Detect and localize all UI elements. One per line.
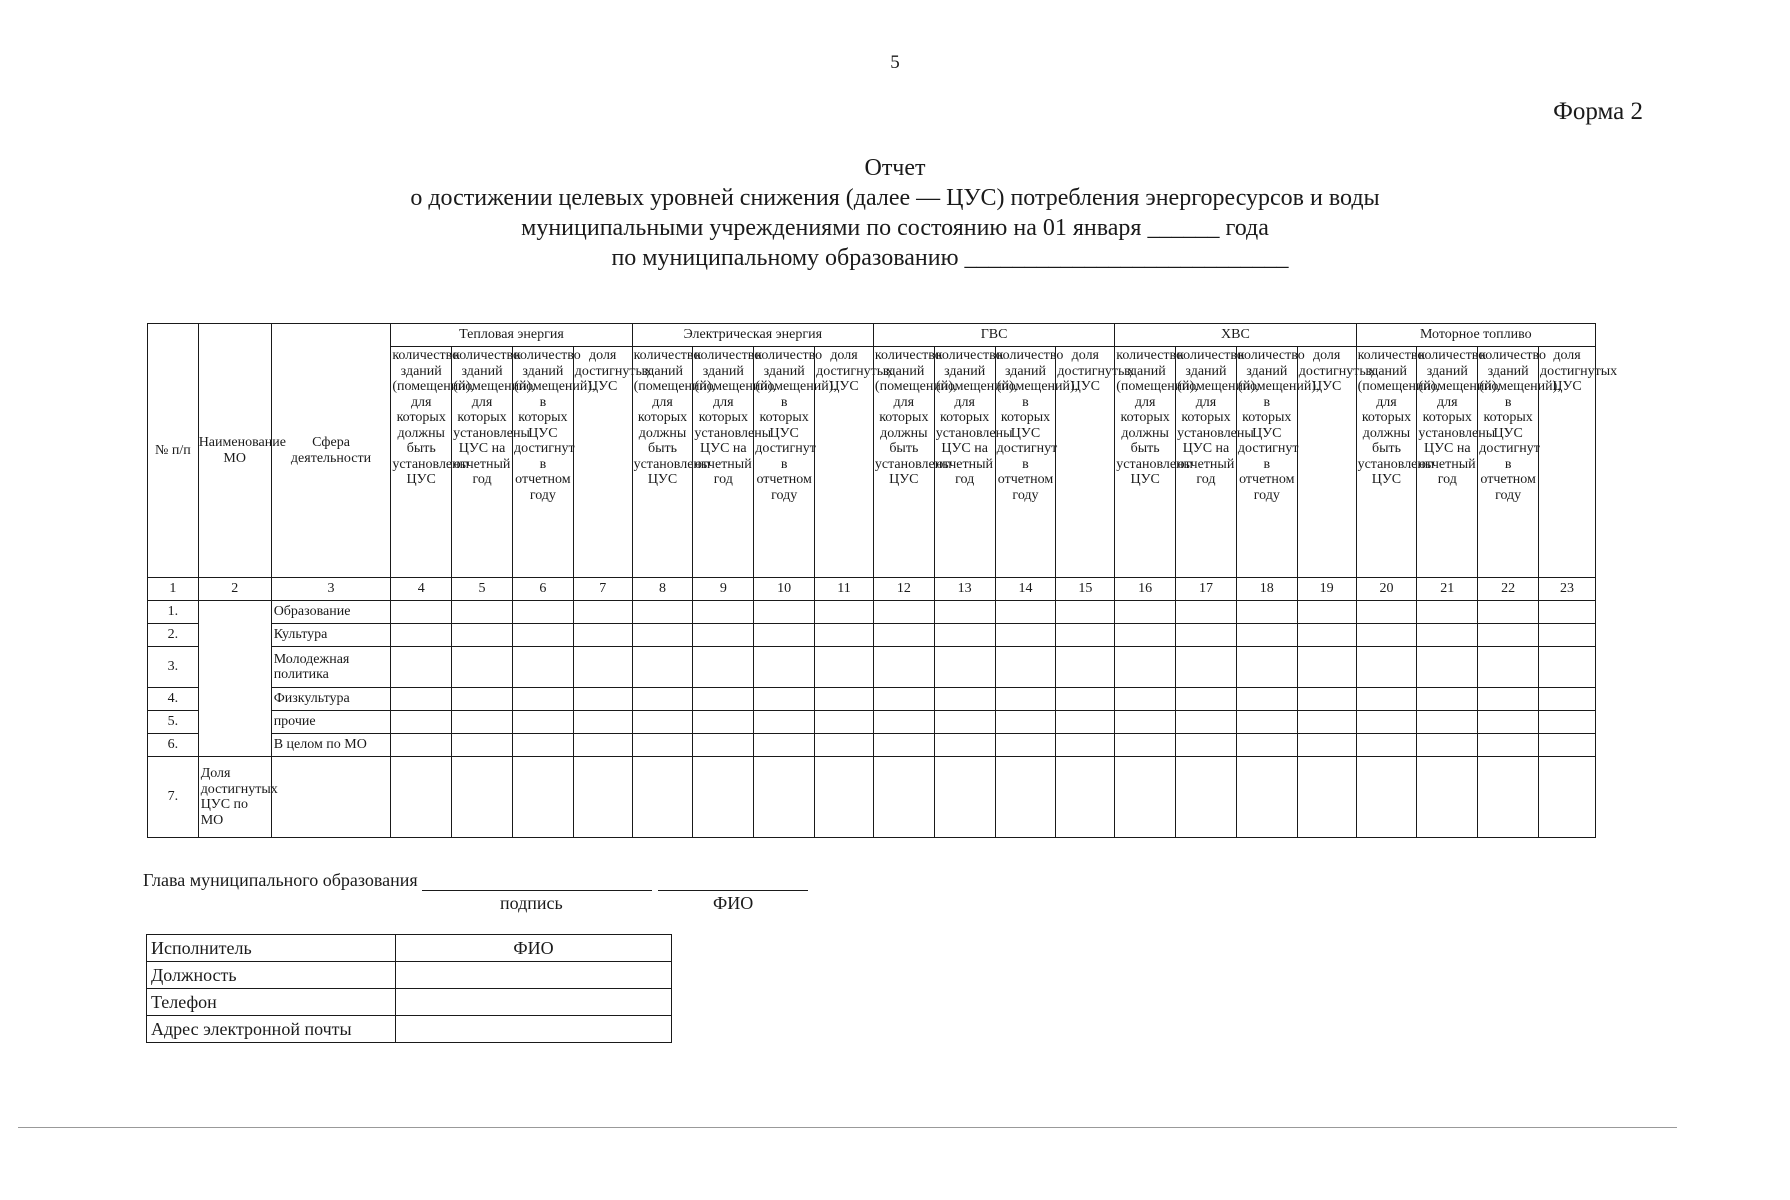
data-cell[interactable] xyxy=(815,624,874,647)
col-number: 10 xyxy=(754,578,815,601)
data-cell[interactable] xyxy=(452,711,513,734)
executor-row xyxy=(147,1016,672,1043)
data-cell[interactable] xyxy=(391,647,452,688)
data-cell[interactable] xyxy=(452,647,513,688)
row-number: 7. xyxy=(148,757,199,838)
sphere-cell: Культура xyxy=(271,624,391,647)
sub-header-b: количество зданий (помещений), для которых установлены ЦУС на отчетный год xyxy=(452,347,513,578)
executor-row xyxy=(147,935,672,962)
data-cell[interactable] xyxy=(693,601,754,624)
sub-header-b: количество зданий (помещений), для которых установлены ЦУС на отчетный год xyxy=(693,347,754,578)
col-number: 3 xyxy=(271,578,391,601)
data-cell[interactable] xyxy=(934,757,995,838)
data-cell[interactable] xyxy=(995,624,1056,647)
data-cell[interactable] xyxy=(1236,688,1297,711)
data-cell[interactable] xyxy=(452,688,513,711)
sub-header-c: количество зданий (помещений), в которых ЦУС достигнут в отчетном году xyxy=(754,347,815,578)
data-cell[interactable] xyxy=(452,734,513,757)
sub-header-d: доля достигнутых ЦУС xyxy=(815,347,874,578)
data-cell[interactable] xyxy=(693,624,754,647)
data-cell[interactable] xyxy=(1236,601,1297,624)
data-cell[interactable] xyxy=(1539,757,1596,838)
data-cell[interactable] xyxy=(1115,601,1176,624)
row-number: 1. xyxy=(148,601,199,624)
data-cell[interactable] xyxy=(1056,757,1115,838)
sub-header-b: количество зданий (помещений), для которых установлены ЦУС на отчетный год xyxy=(1417,347,1478,578)
header-sphere: Сфера деятельности xyxy=(271,324,391,578)
data-cell[interactable] xyxy=(452,601,513,624)
data-cell[interactable] xyxy=(632,711,693,734)
data-cell[interactable] xyxy=(512,734,573,757)
data-cell[interactable] xyxy=(754,688,815,711)
data-cell[interactable] xyxy=(632,647,693,688)
sphere-cell: Физкультура xyxy=(271,688,391,711)
data-cell[interactable] xyxy=(1356,647,1417,688)
report-table xyxy=(147,323,1618,838)
data-cell[interactable] xyxy=(873,647,934,688)
data-cell[interactable] xyxy=(1056,647,1115,688)
data-cell[interactable] xyxy=(1297,601,1356,624)
data-cell[interactable] xyxy=(693,647,754,688)
col-number: 13 xyxy=(934,578,995,601)
col-number: 23 xyxy=(1539,578,1596,601)
sub-header-b: количество зданий (помещений), для которых установлены ЦУС на отчетный год xyxy=(934,347,995,578)
data-cell[interactable] xyxy=(512,688,573,711)
data-cell[interactable] xyxy=(934,734,995,757)
data-cell[interactable] xyxy=(573,688,632,711)
data-cell[interactable] xyxy=(391,601,452,624)
data-cell[interactable] xyxy=(934,601,995,624)
data-cell[interactable] xyxy=(1356,624,1417,647)
data-cell[interactable] xyxy=(391,624,452,647)
data-cell[interactable] xyxy=(1356,601,1417,624)
sub-header-a: количество зданий (помещений), для которых должны быть установлены ЦУС xyxy=(873,347,934,578)
data-cell[interactable] xyxy=(573,734,632,757)
executor-row xyxy=(147,962,672,989)
data-cell[interactable] xyxy=(693,734,754,757)
data-cell[interactable] xyxy=(1115,647,1176,688)
data-cell[interactable] xyxy=(1539,624,1596,647)
sub-header-a: количество зданий (помещений), для которых должны быть установлены ЦУС xyxy=(632,347,693,578)
row-number: 6. xyxy=(148,734,199,757)
data-cell[interactable] xyxy=(995,711,1056,734)
title-line-3: муниципальными учреждениями по состоянию на 01 января ______ года xyxy=(521,215,1269,241)
data-cell[interactable] xyxy=(391,711,452,734)
sub-header-d: доля достигнутых ЦУС xyxy=(1539,347,1596,578)
row-number: 3. xyxy=(148,647,199,688)
executor-row xyxy=(147,989,672,1016)
data-cell[interactable] xyxy=(1236,624,1297,647)
sub-header-d: доля достигнутых ЦУС xyxy=(573,347,632,578)
data-cell[interactable] xyxy=(1539,647,1596,688)
sub-header-a: количество зданий (помещений), для которых должны быть установлены ЦУС xyxy=(1115,347,1176,578)
title-line-2: о достижении целевых уровней снижения (далее — ЦУС) потребления энергоресурсов и воды xyxy=(410,185,1380,211)
data-cell[interactable] xyxy=(512,647,573,688)
col-number: 20 xyxy=(1356,578,1417,601)
data-cell[interactable] xyxy=(815,688,874,711)
data-cell[interactable] xyxy=(512,757,573,838)
data-cell[interactable] xyxy=(754,711,815,734)
data-cell[interactable] xyxy=(573,647,632,688)
data-cell[interactable] xyxy=(995,601,1056,624)
data-cell[interactable] xyxy=(873,711,934,734)
data-cell[interactable] xyxy=(1056,711,1115,734)
email-value[interactable] xyxy=(396,1016,672,1043)
data-cell[interactable] xyxy=(1478,624,1539,647)
data-cell[interactable] xyxy=(452,624,513,647)
data-cell[interactable] xyxy=(632,624,693,647)
data-cell[interactable] xyxy=(1356,688,1417,711)
col-number: 14 xyxy=(995,578,1056,601)
col-number: 4 xyxy=(391,578,452,601)
data-cell[interactable] xyxy=(934,688,995,711)
data-cell[interactable] xyxy=(1478,757,1539,838)
title-line-4: по муниципальному образованию ___________________________ xyxy=(611,245,1289,271)
data-cell[interactable] xyxy=(693,688,754,711)
data-cell[interactable] xyxy=(693,711,754,734)
data-cell[interactable] xyxy=(693,757,754,838)
group-heat: Тепловая энергия xyxy=(391,324,632,347)
sub-header-c: количество зданий (помещений), в которых ЦУС достигнут в отчетном году xyxy=(1236,347,1297,578)
data-cell[interactable] xyxy=(1297,734,1356,757)
data-cell[interactable] xyxy=(512,601,573,624)
column-numbers-row xyxy=(148,578,1596,601)
title-line-1: Отчет xyxy=(864,155,926,181)
data-cell[interactable] xyxy=(573,711,632,734)
data-cell[interactable] xyxy=(452,757,513,838)
group-motor-fuel: Моторное топливо xyxy=(1356,324,1595,347)
data-cell[interactable] xyxy=(1176,711,1237,734)
data-cell[interactable] xyxy=(873,601,934,624)
data-cell[interactable] xyxy=(632,601,693,624)
data-cell[interactable] xyxy=(1297,624,1356,647)
table-row xyxy=(148,601,1596,624)
data-cell[interactable] xyxy=(1539,688,1596,711)
table-row xyxy=(148,624,1596,647)
data-cell[interactable] xyxy=(1297,647,1356,688)
data-cell[interactable] xyxy=(512,711,573,734)
data-cell[interactable] xyxy=(815,757,874,838)
col-number: 22 xyxy=(1478,578,1539,601)
data-cell[interactable] xyxy=(1056,688,1115,711)
data-cell[interactable] xyxy=(873,734,934,757)
group-hot-water: ГВС xyxy=(873,324,1114,347)
data-cell[interactable] xyxy=(1356,734,1417,757)
header-np: № п/п xyxy=(148,324,199,578)
row-number: 5. xyxy=(148,711,199,734)
data-cell[interactable] xyxy=(754,647,815,688)
data-cell[interactable] xyxy=(573,601,632,624)
executor-label: Исполнитель xyxy=(147,935,396,962)
col-number: 12 xyxy=(873,578,934,601)
table-row xyxy=(148,757,1596,838)
col-number: 6 xyxy=(512,578,573,601)
data-cell[interactable] xyxy=(573,757,632,838)
data-cell[interactable] xyxy=(1478,688,1539,711)
data-cell[interactable] xyxy=(873,624,934,647)
data-cell[interactable] xyxy=(934,624,995,647)
data-cell[interactable] xyxy=(815,647,874,688)
data-cell[interactable] xyxy=(1478,734,1539,757)
data-cell[interactable] xyxy=(1176,688,1237,711)
data-cell[interactable] xyxy=(815,601,874,624)
col-number: 8 xyxy=(632,578,693,601)
page-bottom-rule xyxy=(18,1127,1677,1128)
sub-header-c: количество зданий (помещений), в которых ЦУС достигнут в отчетном году xyxy=(512,347,573,578)
data-cell[interactable] xyxy=(1236,647,1297,688)
data-cell[interactable] xyxy=(1056,601,1115,624)
data-cell[interactable] xyxy=(1417,734,1478,757)
phone-value[interactable] xyxy=(396,989,672,1016)
data-cell[interactable] xyxy=(271,757,391,838)
data-cell[interactable] xyxy=(1478,601,1539,624)
table-row xyxy=(148,734,1596,757)
data-cell[interactable] xyxy=(1356,711,1417,734)
sub-header-c: количество зданий (помещений), в которых ЦУС достигнут в отчетном году xyxy=(995,347,1056,578)
data-cell[interactable] xyxy=(1297,711,1356,734)
sub-header-a: количество зданий (помещений), для которых должны быть установлены ЦУС xyxy=(1356,347,1417,578)
data-cell[interactable] xyxy=(391,734,452,757)
data-cell[interactable] xyxy=(1236,711,1297,734)
data-cell[interactable] xyxy=(1417,624,1478,647)
group-electricity: Электрическая энергия xyxy=(632,324,873,347)
sphere-cell: прочие xyxy=(271,711,391,734)
group-cold-water: ХВС xyxy=(1115,324,1356,347)
data-cell[interactable] xyxy=(1176,757,1237,838)
mo-share-label: Доля достигнутых ЦУС по МО xyxy=(198,757,271,838)
data-cell[interactable] xyxy=(1115,757,1176,838)
col-number: 17 xyxy=(1176,578,1237,601)
data-cell[interactable] xyxy=(754,757,815,838)
signature-label: Глава муниципального образования xyxy=(143,870,418,890)
data-cell[interactable] xyxy=(1236,734,1297,757)
data-cell[interactable] xyxy=(1176,601,1237,624)
data-cell[interactable] xyxy=(934,711,995,734)
col-number: 11 xyxy=(815,578,874,601)
signature-block xyxy=(143,870,808,891)
col-number: 18 xyxy=(1236,578,1297,601)
col-number: 15 xyxy=(1056,578,1115,601)
signature-line[interactable] xyxy=(422,874,652,891)
row-number: 4. xyxy=(148,688,199,711)
position-value[interactable] xyxy=(396,962,672,989)
data-cell[interactable] xyxy=(1478,647,1539,688)
header-mo-name: Наименование МО xyxy=(198,324,271,578)
data-cell[interactable] xyxy=(1236,757,1297,838)
data-cell[interactable] xyxy=(873,688,934,711)
position-label: Должность xyxy=(147,962,396,989)
sub-header-a: количество зданий (помещений), для которых должны быть установлены ЦУС xyxy=(391,347,452,578)
data-cell[interactable] xyxy=(754,601,815,624)
data-cell[interactable] xyxy=(754,734,815,757)
table-row xyxy=(148,711,1596,734)
sub-header-c: количество зданий (помещений), в которых ЦУС достигнут в отчетном году xyxy=(1478,347,1539,578)
data-cell[interactable] xyxy=(1176,624,1237,647)
data-cell[interactable] xyxy=(391,688,452,711)
data-cell[interactable] xyxy=(1417,711,1478,734)
data-cell[interactable] xyxy=(873,757,934,838)
sphere-cell: Образование xyxy=(271,601,391,624)
data-cell[interactable] xyxy=(995,688,1056,711)
col-number: 1 xyxy=(148,578,199,601)
data-cell[interactable] xyxy=(1115,688,1176,711)
data-cell[interactable] xyxy=(1115,711,1176,734)
data-cell[interactable] xyxy=(1417,601,1478,624)
row-number: 2. xyxy=(148,624,199,647)
email-label: Адрес электронной почты xyxy=(147,1016,396,1043)
data-cell[interactable] xyxy=(1539,601,1596,624)
data-cell[interactable] xyxy=(995,647,1056,688)
table-row xyxy=(148,647,1596,688)
executor-fio-header: ФИО xyxy=(396,935,672,962)
data-cell[interactable] xyxy=(632,734,693,757)
data-cell[interactable] xyxy=(1056,624,1115,647)
data-cell[interactable] xyxy=(573,624,632,647)
data-cell[interactable] xyxy=(632,688,693,711)
sub-header-d: доля достигнутых ЦУС xyxy=(1056,347,1115,578)
data-cell[interactable] xyxy=(1417,757,1478,838)
data-cell[interactable] xyxy=(1478,711,1539,734)
data-cell[interactable] xyxy=(934,647,995,688)
executor-table xyxy=(146,934,672,1043)
data-cell[interactable] xyxy=(1297,757,1356,838)
sub-header-b: количество зданий (помещений), для которых установлены ЦУС на отчетный год xyxy=(1176,347,1237,578)
group-header-row xyxy=(148,324,1596,347)
col-number: 19 xyxy=(1297,578,1356,601)
data-cell[interactable] xyxy=(391,757,452,838)
sphere-cell: В целом по МО xyxy=(271,734,391,757)
form-label: Форма 2 xyxy=(1553,98,1643,125)
sphere-cell: Молодежная политика xyxy=(271,647,391,688)
data-cell[interactable] xyxy=(1356,757,1417,838)
fio-caption: ФИО xyxy=(713,893,754,913)
table-row xyxy=(148,688,1596,711)
data-cell[interactable] xyxy=(815,734,874,757)
data-cell[interactable] xyxy=(995,757,1056,838)
signature-caption: подпись xyxy=(500,893,563,913)
data-cell[interactable] xyxy=(1056,734,1115,757)
data-cell[interactable] xyxy=(1297,688,1356,711)
data-cell[interactable] xyxy=(995,734,1056,757)
col-number: 9 xyxy=(693,578,754,601)
page-number: 5 xyxy=(890,52,900,73)
phone-label: Телефон xyxy=(147,989,396,1016)
sub-header-d: доля достигнутых ЦУС xyxy=(1297,347,1356,578)
data-cell[interactable] xyxy=(1115,734,1176,757)
mo-name-cell[interactable] xyxy=(198,601,271,757)
col-number: 5 xyxy=(452,578,513,601)
report-title xyxy=(0,153,1790,273)
data-cell[interactable] xyxy=(1417,647,1478,688)
data-cell[interactable] xyxy=(1417,688,1478,711)
data-cell[interactable] xyxy=(512,624,573,647)
data-cell[interactable] xyxy=(1115,624,1176,647)
data-cell[interactable] xyxy=(1539,734,1596,757)
fio-line[interactable] xyxy=(658,874,808,891)
data-cell[interactable] xyxy=(632,757,693,838)
col-number: 2 xyxy=(198,578,271,601)
col-number: 7 xyxy=(573,578,632,601)
data-cell[interactable] xyxy=(1539,711,1596,734)
data-cell[interactable] xyxy=(1176,734,1237,757)
col-number: 21 xyxy=(1417,578,1478,601)
col-number: 16 xyxy=(1115,578,1176,601)
data-cell[interactable] xyxy=(815,711,874,734)
data-cell[interactable] xyxy=(1176,647,1237,688)
data-cell[interactable] xyxy=(754,624,815,647)
